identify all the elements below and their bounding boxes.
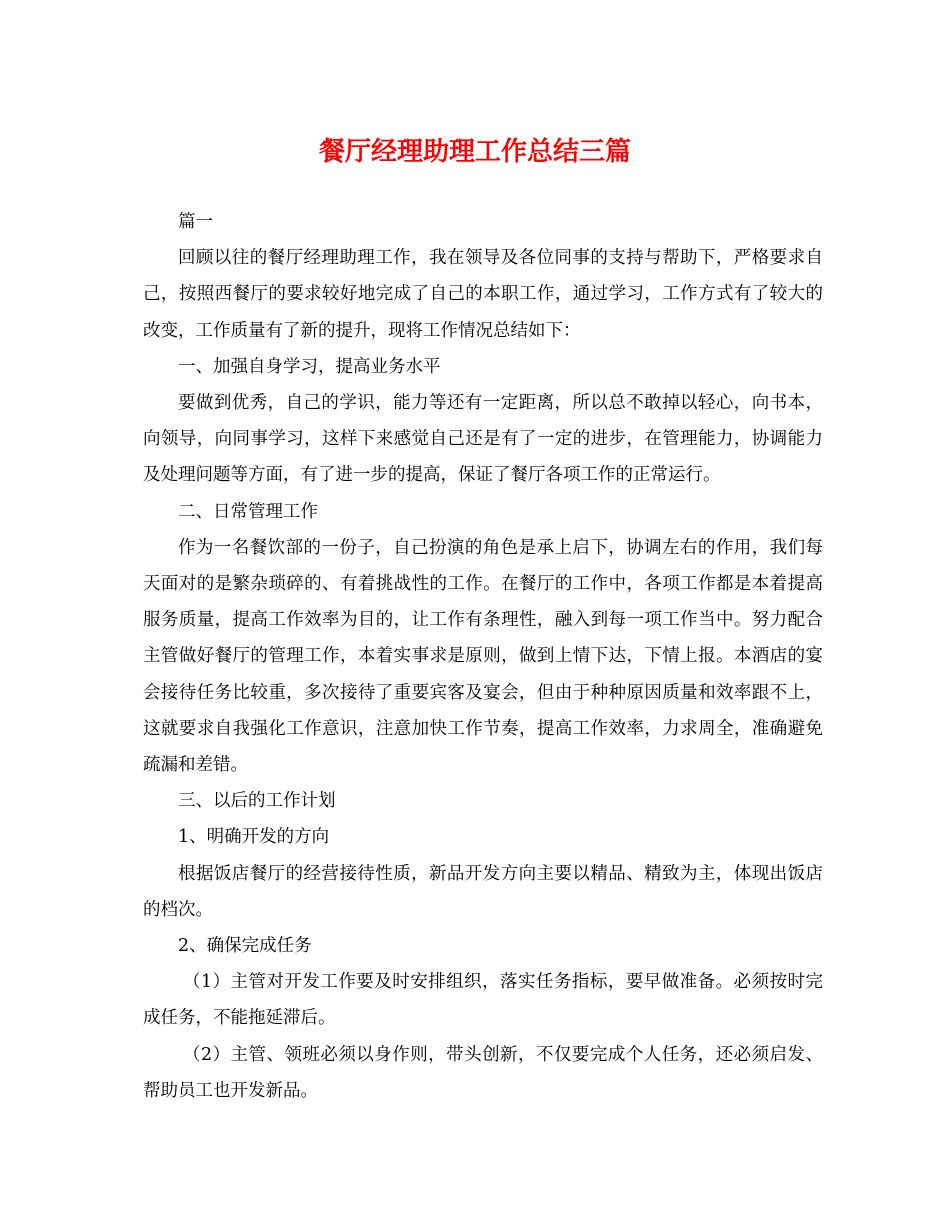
section-heading-daily-management: 二、日常管理工作 (178, 501, 318, 522)
development-direction-paragraph: 根据饭店餐厅的经营接待性质，新品开发方向主要以精品、精致为主，体现出饭店的档次。 (143, 863, 823, 920)
intro-paragraph: 回顾以往的餐厅经理助理工作，我在领导及各位同事的支持与帮助下，严格要求自己，按照西餐厅的要求较好地完成了自己的本职工作，通过学习，工作方式有了较大的改变，工作质量有了新的提升，现将工作情况总结如下： (143, 248, 823, 341)
document-title: 餐厅经理助理工作总结三篇 (318, 137, 631, 167)
study-paragraph: 要做到优秀，自己的学识，能力等还有一定距离，所以总不敢掉以轻心，向书本，向领导，向同事学习，这样下来感觉自己还是有了一定的进步，在管理能力，协调能力及处理问题等方面，有了进一步的提高，保证了餐厅各项工作的正常运行。 (143, 393, 823, 486)
subheading-development-direction: 1、明确开发的方向 (178, 827, 330, 848)
daily-management-paragraph: 作为一名餐饮部的一份子，自己扮演的角色是承上启下，协调左右的作用，我们每天面对的是繁杂琐碎的、有着挑战性的工作。在餐厅的工作中，各项工作都是本着提高服务质量，提高工作效率为目的，让工作有条理性，融入到每一项工作当中。努力配合主管做好餐厅的管理工作，本着实事求是原则，做到上情下达，下情上报。本酒店的宴会接待任务比较重，多次接待了重要宾客及宴会，但由于种种原因质量和效率跟不上，这就要求自我强化工作意识，注意加快工作节奏，提高工作效率，力求周全，准确避免疏漏和差错。 (143, 537, 823, 776)
section-heading-part-one: 篇一 (178, 212, 213, 232)
document-body (143, 204, 823, 1109)
task-item-2: （2）主管、领班必须以身作则，带头创新，不仅要完成个人任务，还必须启发、帮助员工也开发新品。 (143, 1044, 823, 1101)
task-item-1: （1）主管对开发工作要及时安排组织，落实任务指标，要早做准备。必须按时完成任务，不能拖延滞后。 (143, 972, 823, 1029)
section-heading-study: 一、加强自身学习，提高业务水平 (178, 356, 441, 377)
section-heading-future-plan: 三、以后的工作计划 (178, 791, 336, 812)
subheading-complete-tasks: 2、确保完成任务 (178, 936, 312, 957)
